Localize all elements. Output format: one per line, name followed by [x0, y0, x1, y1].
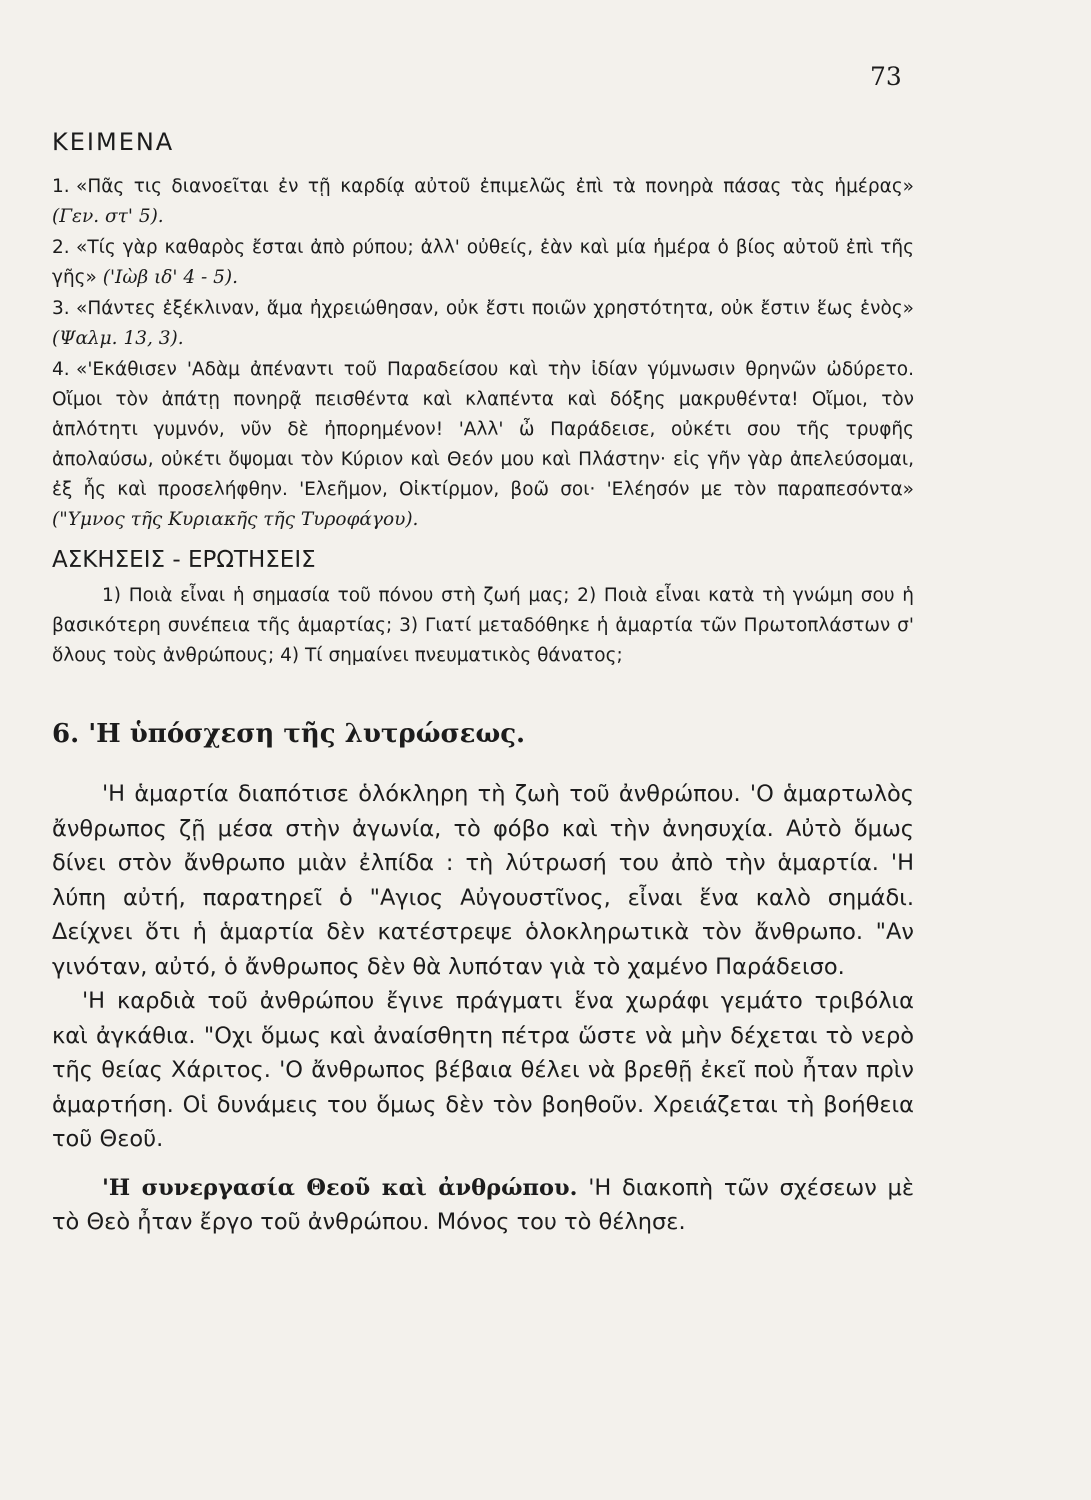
text-number: 2. — [52, 237, 70, 258]
text-reference: (Γεν. στ' 5). — [52, 206, 164, 227]
text-reference: (Ψαλμ. 13, 3). — [52, 328, 184, 349]
exercises-text: 1) Ποιὰ εἶναι ἡ σημασία τοῦ πόνου στὴ ζωή μας; 2) Ποιὰ εἶναι κατὰ τὴ γνώμη σου ἡ βασικότερη συνέπεια τῆς ἁμαρτίας; 3) Γιατί μεταδόθηκε ἡ ἁμαρτία τῶν Πρωτοπλάστων σ' ὅλους τοὺς ἀνθρώπους; 4) Τί σημαίνει πνευματικὸς θάνατος; — [52, 585, 914, 666]
text-item — [52, 355, 914, 535]
body-paragraph: 'Η καρδιὰ τοῦ ἀνθρώπου ἔγινε πράγματι ἕνα χωράφι γεμάτο τριβόλια καὶ ἀγκάθια. "Οχι ὅμως καὶ ἀναίσθητη πέτρα ὥστε νὰ μὴν δέχεται τὸ νερὸ τῆς θείας Χάριτος. 'Ο ἄνθρωπος βέβαια θέλει νὰ βρεθῇ ἐκεῖ ποὺ ἦταν πρὶν ἁμαρτήση. Οἱ δυνάμεις του ὅμως δὲν τὸν βοηθοῦν. Χρειάζεται τὴ βοήθεια τοῦ Θεοῦ. — [52, 988, 914, 1152]
exercises-heading: ΑΣΚΗΣΕΙΣ - ΕΡΩΤΗΣΕΙΣ — [52, 547, 316, 573]
text-quote: «'Εκάθισεν 'Αδὰμ ἀπέναντι τοῦ Παραδείσου καὶ τὴν ἰδίαν γύμνωσιν θρηνῶν ὠδύρετο. Οἴμοι τὸν ἀπάτῃ πονηρᾷ πεισθέντα καὶ κλαπέντα καὶ δόξης μακρυθέντα! Οἴμοι, τὸν ἁπλότητι γυμνόν, νῦν δὲ ἠπορημένον! 'Αλλ' ὦ Παράδεισε, οὐκέτι σου τῆς τρυφῆς ἀπολαύσω, οὐκέτι ὄψομαι τὸν Κύριον καὶ Θεόν μου καὶ Πλάστην· εἰς γῆν γὰρ ἀπελεύσομαι, ἐξ ἧς καὶ προσελήφθην. 'Ελεῆμον, Οἰκτίρμον, βοῶ σοι· 'Ελέησόν με τὸν παραπεσόντα» — [52, 359, 914, 500]
texts-list — [52, 172, 914, 535]
page-content — [52, 128, 914, 1240]
text-quote: «Πάντες ἐξέκλιναν, ἅμα ἠχρειώθησαν, οὐκ ἔστι ποιῶν χρηστότητα, οὐκ ἔστιν ἕως ἑνὸς» — [76, 298, 914, 319]
text-item — [52, 172, 914, 232]
text-number: 4. — [52, 359, 70, 380]
paragraph-text: 'Η διακοπὴ τῶν σχέσεων μὲ τὸ Θεὸ ἦταν ἔργο τοῦ ἀνθρώπου. Μόνος του τὸ θέλησε. — [52, 1174, 914, 1235]
body-paragraph-last — [52, 1171, 914, 1240]
body-paragraph: 'Η ἁμαρτία διαπότισε ὁλόκληρη τὴ ζωὴ τοῦ ἀνθρώπου. 'Ο ἁμαρτωλὸς ἄνθρωπος ζῇ μέσα στὴν ἀγωνία, τὸ φόβο καὶ τὴν ἀνησυχία. Αὐτὸ ὅμως δίνει στὸν ἄνθρωπο μιὰν ἐλπίδα : τὴ λύτρωσή του ἀπὸ τὴν ἁμαρτία. 'Η λύπη αὐτή, παρατηρεῖ ὁ "Αγιος Αὐγουστῖνος, εἶναι ἕνα καλὸ σημάδι. Δείχνει ὅτι ἡ ἁμαρτία δὲν κατέστρεψε ὁλοκληρωτικὰ τὸν ἄνθρωπο. "Αν γινόταν, αὐτό, ὁ ἄνθρωπος δὲν θὰ λυπόταν γιὰ τὸ χαμένο Παράδεισο. — [52, 781, 914, 980]
text-quote: «Πᾶς τις διανοεῖται ἐν τῇ καρδίᾳ αὐτοῦ ἐπιμελῶς ἐπὶ τὰ πονηρὰ πάσας τὰς ἡμέρας» — [76, 176, 914, 197]
text-number: 1. — [52, 176, 70, 197]
text-item — [52, 233, 914, 293]
inline-subheading: 'Η συνεργασία Θεοῦ καὶ ἀνθρώπου. — [102, 1174, 578, 1201]
chapter-title: 6. 'Η ὑπόσχεση τῆς λυτρώσεως. — [52, 719, 526, 749]
page-number: 73 — [870, 62, 902, 91]
text-reference: ("Υμνος τῆς Κυριακῆς τῆς Τυροφάγου). — [52, 509, 419, 530]
text-number: 3. — [52, 298, 70, 319]
text-item — [52, 294, 914, 354]
text-quote: «Τίς γὰρ καθαρὸς ἔσται ἀπὸ ρύπου; ἀλλ' οὐθείς, ἐὰν καὶ μία ἡμέρα ὁ βίος αὐτοῦ ἐπὶ τῆς γῆς» — [52, 237, 914, 288]
text-reference: ('Ιὼβ ιδ' 4 - 5). — [102, 267, 239, 288]
texts-heading: ΚΕΙΜΕΝΑ — [52, 128, 175, 156]
